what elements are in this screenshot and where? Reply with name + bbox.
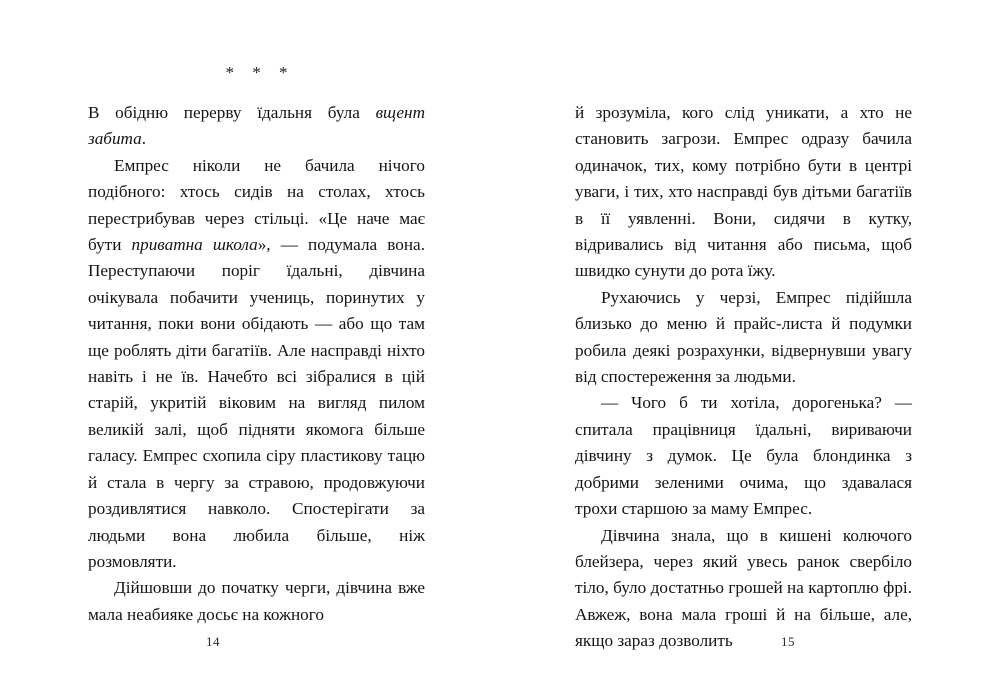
body-text: . — [141, 129, 147, 149]
left-page-text-block — [88, 100, 425, 628]
body-text: й зрозуміла, кого слід уникати, а хто не становить загрози. Емпрес одразу бачила одиначок, тих, кому потрібно бути в центрі уваги, і тих, хто насправді був дітьми багатіїв в її уявленні. Вони, сидячи в кутку, відривались від читання або письма, щоб швидко сунути до рота їжу. — [575, 103, 912, 281]
page-number: 15 — [781, 634, 795, 649]
paragraph — [575, 390, 912, 522]
section-break-ornament: * * * — [225, 63, 295, 82]
paragraph — [575, 285, 912, 391]
right-page-text-block — [575, 100, 912, 655]
body-text: Емпрес ніколи не бачила нічого подібного: хтось сидів на столах, хтось перестрибував через стільці. «Це наче має бути — [88, 155, 425, 255]
body-text: — Чого б ти хотіла, дорогенька? — спитала працівниця їдальні, вириваючи дівчину з думок. Це була блондинка з добрими зеленими очима, що здавалася трохи старшою за маму Емпрес. — [575, 393, 912, 519]
body-text: Дійшовши до початку черги, дівчина вже мала неабияке досьє на кожного — [88, 578, 425, 624]
paragraph — [88, 575, 425, 628]
paragraph — [88, 153, 425, 576]
top-spacer — [575, 62, 912, 100]
emphasis-text: приватна школа — [131, 235, 258, 255]
emphasis-text: вщент забита — [88, 103, 425, 149]
paragraph — [88, 100, 425, 153]
paragraph — [575, 100, 912, 285]
body-text: Дівчина знала, що в кишені колючого блейзера, через який увесь ранок свербіло тіло, було достатньо грошей на картоплю фрі. Авжеж, вона мала гроші й на більше, але, якщо зараз дозволить — [575, 525, 912, 651]
page-number: 14 — [206, 634, 220, 649]
body-text: », — подумала вона. Переступаючи поріг їдальні, дівчина очікувала побачити учениць, поринутих у читання, поки вони обідають — або що там ще роблять діти багатіїв. Але насправді ніхто навіть і не їв. Начебто всі зібралися в цій старій, укритій віковим на вигляд пилом великій залі, щоб підняти якомога більше галасу. Емпрес схопила сіру пластикову тацю й стала в чергу за стравою, продовжуючи роздивлятися навколо. Спостерігати за людьми вона любила більше, ніж розмовляти. — [88, 235, 425, 571]
right-page — [500, 0, 1000, 692]
body-text: Рухаючись у черзі, Емпрес підійшла близько до меню й прайс-листа й подумки робила деякі розрахунки, відвернувши увагу від спостереження за людьми. — [575, 287, 912, 387]
body-text: В обідню перерву їдальня була — [88, 103, 376, 122]
